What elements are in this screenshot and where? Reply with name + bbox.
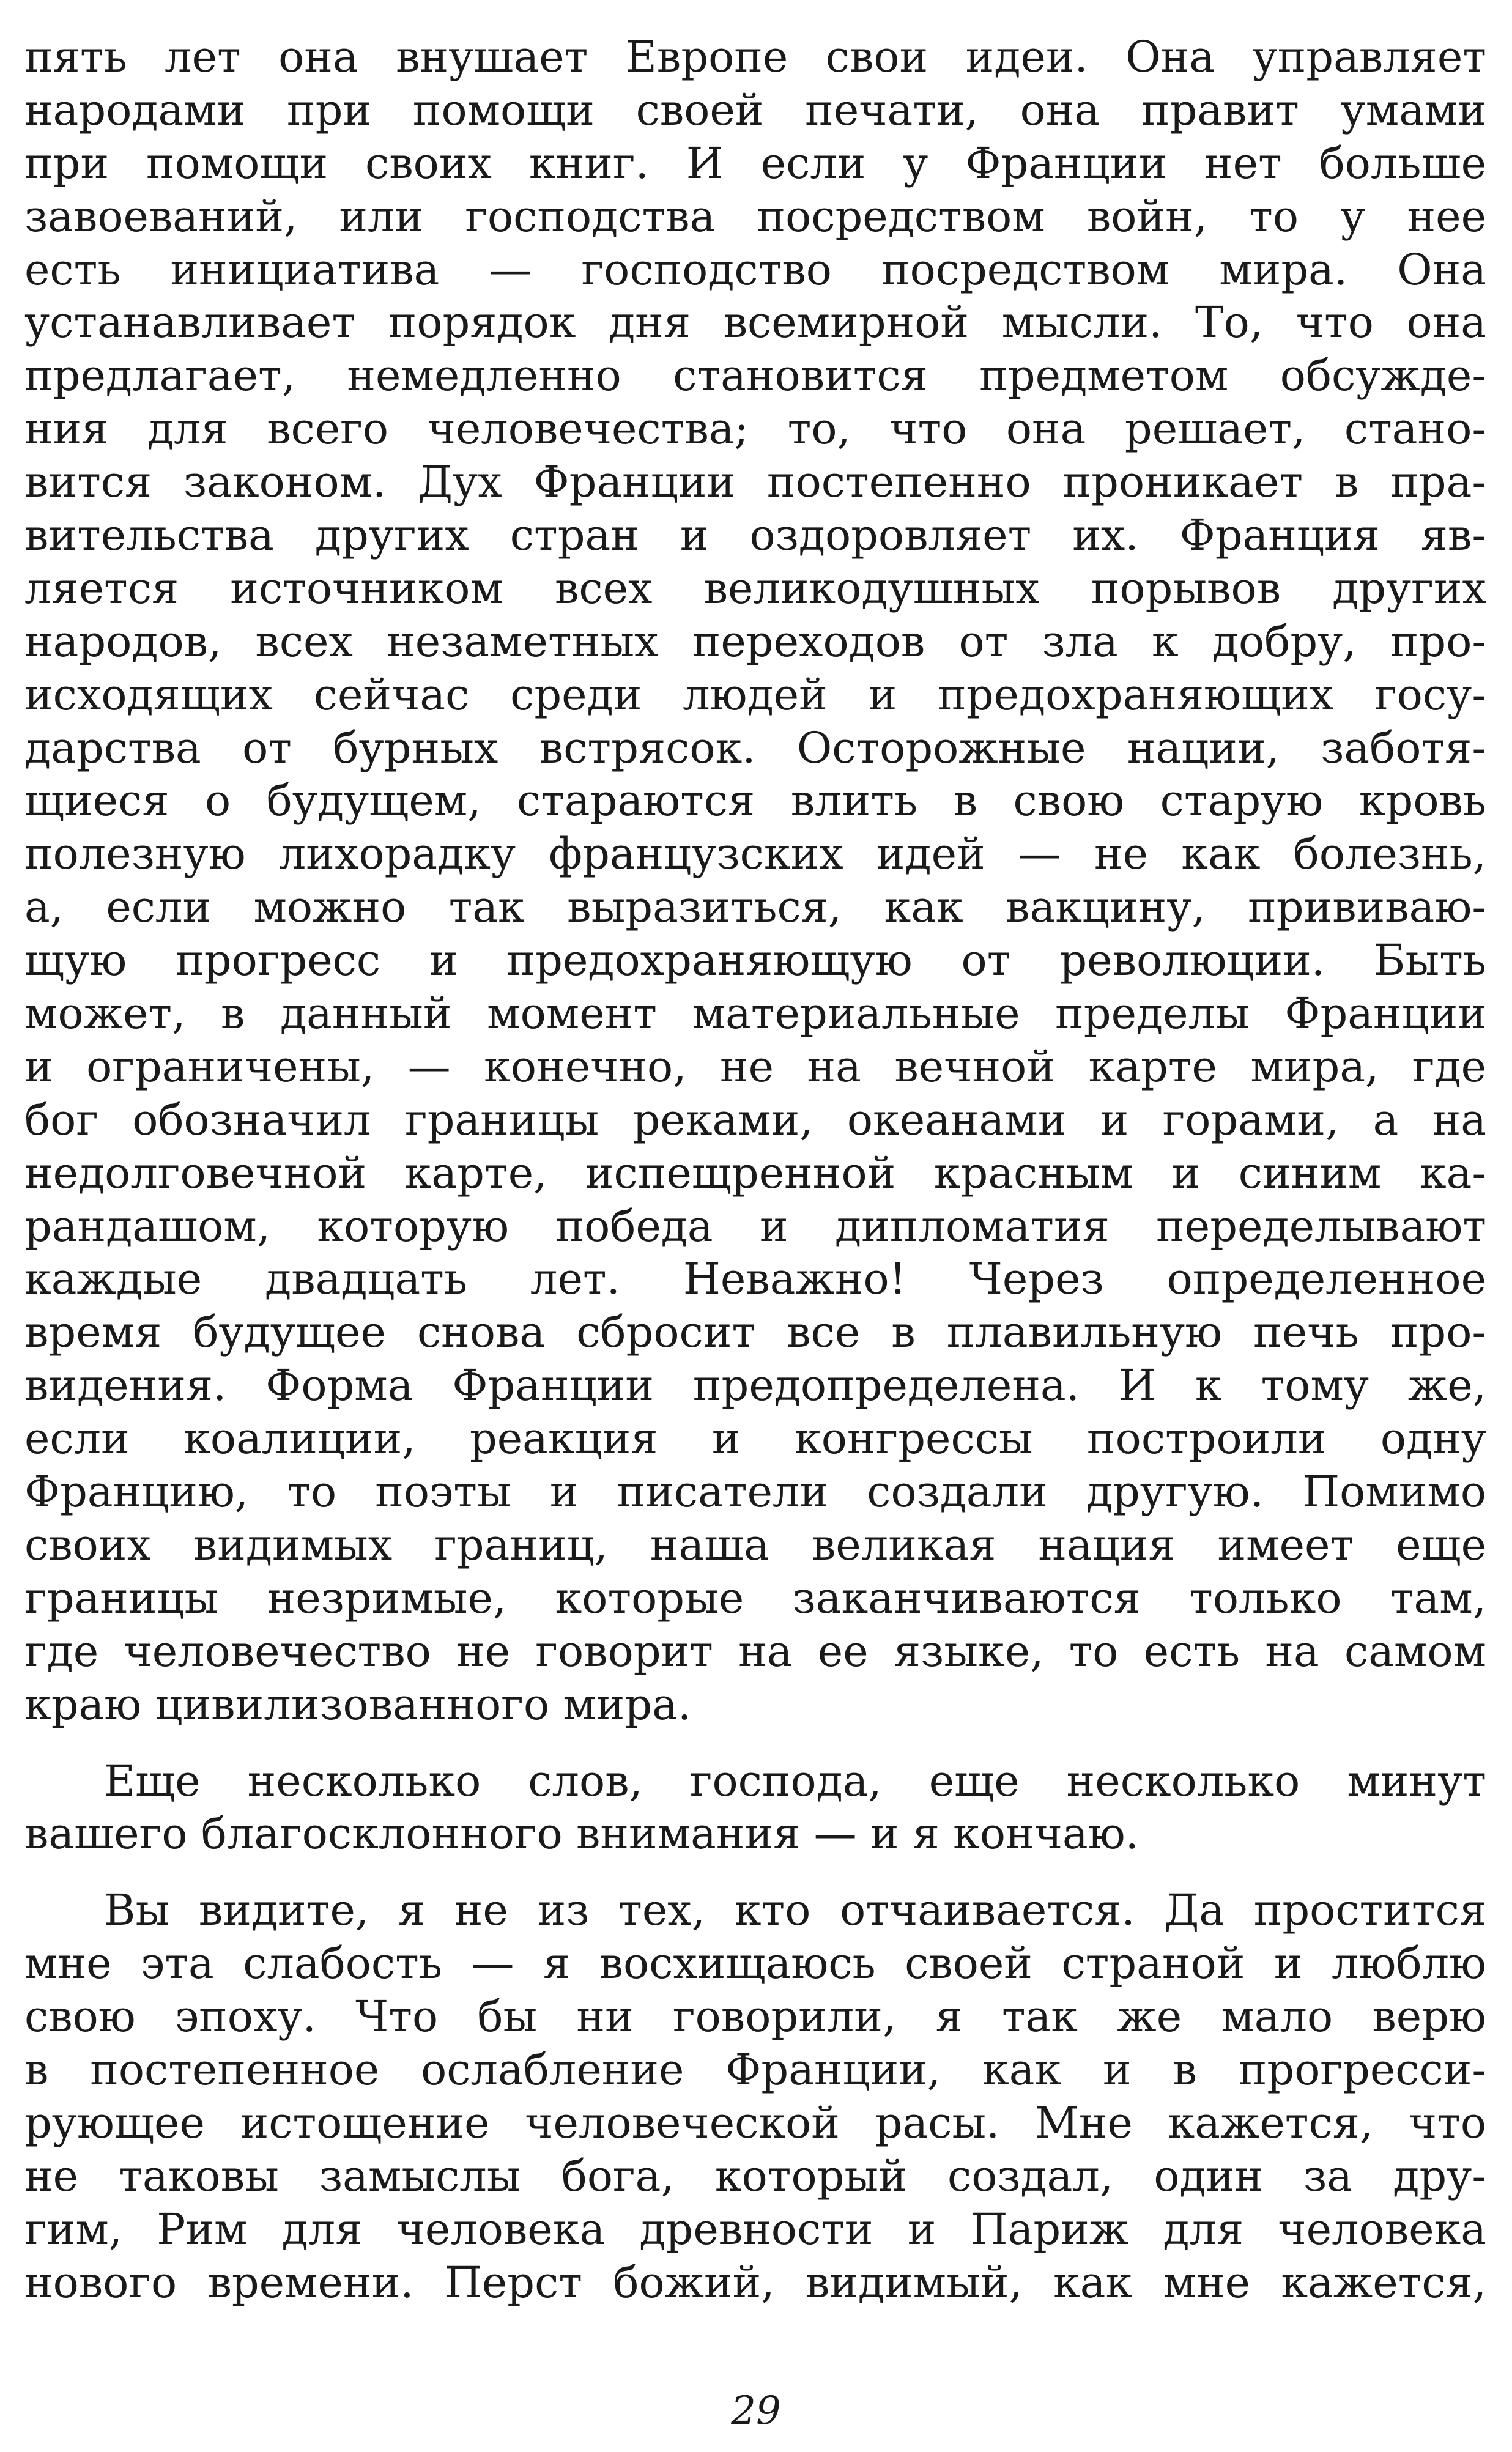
page-body (24, 31, 1486, 2309)
paragraph (24, 31, 1486, 1732)
text-line: недолговечной карте, испещренной красным и синим ка- (24, 1147, 1486, 1198)
text-line: устанавливает порядок дня всемирной мысли. То, что она (24, 297, 1486, 348)
paragraph-gap (24, 1861, 1486, 1884)
text-line: вительства других стран и оздоровляет их. Франция яв- (24, 510, 1486, 561)
text-line: краю цивилизованного мира. (24, 1679, 692, 1730)
text-line: может, в данный момент материальные пределы Франции (24, 988, 1486, 1039)
text-line: народами при помощи своей печати, она правит умами (24, 84, 1486, 135)
text-line: рующее истощение человеческой расы. Мне кажется, что (24, 2097, 1486, 2148)
text-line: ния для всего человечества; то, что она решает, стано- (24, 404, 1486, 454)
text-line: границы незримые, которые заканчиваются только там, (24, 1572, 1486, 1623)
text-line: предлагает, немедленно становится предметом обсужде- (24, 350, 1486, 401)
text-line: свою эпоху. Что бы ни говорили, я так же мало верю (24, 1991, 1486, 2042)
text-line: и ограничены, — конечно, не на вечной карте мира, где (24, 1041, 1486, 1092)
text-line: гим, Рим для человека древности и Париж для человека (24, 2204, 1486, 2254)
text-line: если коалиции, реакция и конгрессы построили одну (24, 1413, 1486, 1464)
text-line: щую прогресс и предохраняющую от революции. Быть (24, 935, 1486, 986)
text-line: каждые двадцать лет. Неважно! Через определенное (24, 1254, 1486, 1305)
text-line: ляется источником всех великодушных порывов других (24, 563, 1486, 613)
page-number: 29 (731, 2388, 781, 2434)
text-line: не таковы замыслы бога, который создал, один за дру- (24, 2150, 1486, 2201)
text-line: вашего благосклонного внимания — и я кончаю. (24, 1809, 1139, 1859)
text-line: народов, всех незаметных переходов от зла к добру, про- (24, 616, 1486, 667)
text-line: видения. Форма Франции предопределена. И к тому же, (24, 1360, 1486, 1411)
text-line: нового времени. Перст божий, видимый, как мне кажется, (24, 2257, 1486, 2308)
text-line: мне эта слабость — я восхищаюсь своей страной и люблю (24, 1938, 1486, 1989)
text-line: в постепенное ослабление Франции, как и в прогресси- (24, 2044, 1486, 2095)
text-line: дарства от бурных встрясок. Осторожные нации, заботя- (24, 722, 1486, 773)
text-line: есть инициатива — господство посредством мира. Она (24, 244, 1486, 295)
paragraph-gap (24, 1732, 1486, 1755)
text-line: вится законом. Дух Франции постепенно проникает в пра- (24, 457, 1486, 508)
text-line: щиеся о будущем, стараются влить в свою старую кровь (24, 776, 1486, 826)
text-line: а, если можно так выразиться, как вакцину, прививаю- (24, 882, 1486, 933)
text-line: Вы видите, я не из тех, кто отчаивается. Да простится (104, 1885, 1486, 1936)
text-line: своих видимых границ, наша великая нация имеет еще (24, 1519, 1486, 1570)
text-line: где человечество не говорит на ее языке, то есть на самом (24, 1626, 1486, 1676)
text-line: бог обозначил границы реками, океанами и горами, а на (24, 1094, 1486, 1145)
paragraph (24, 1884, 1486, 2309)
text-line: завоеваний, или господства посредством войн, то у нее (24, 191, 1486, 242)
text-line: рандашом, которую победа и дипломатия переделывают (24, 1201, 1486, 1251)
text-line: пять лет она внушает Европе свои идеи. Она управляет (24, 32, 1486, 82)
text-line: Францию, то поэты и писатели создали другую. Помимо (24, 1467, 1486, 1517)
text-line: полезную лихорадку французских идей — не как болезнь, (24, 829, 1486, 880)
text-line: Еще несколько слов, господа, еще несколько минут (104, 1755, 1486, 1806)
text-line: при помощи своих книг. И если у Франции нет больше (24, 138, 1486, 188)
text-line: время будущее снова сбросит все в плавильную печь про- (24, 1307, 1486, 1358)
paragraph (24, 1755, 1486, 1861)
text-line: исходящих сейчас среди людей и предохраняющих госу- (24, 669, 1486, 720)
